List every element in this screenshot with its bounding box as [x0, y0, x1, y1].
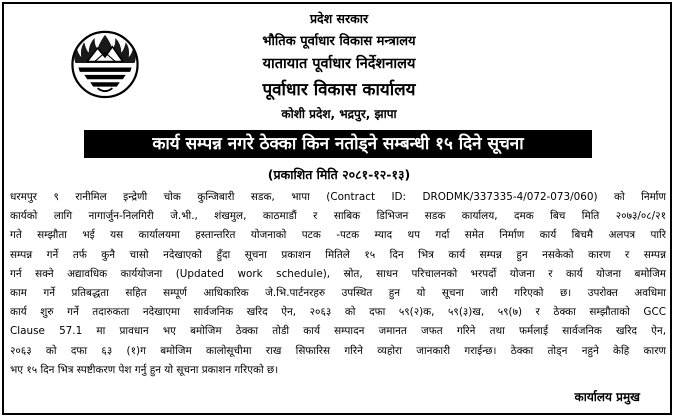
- body-line: कार्यको लागि नागार्जुन-निलगिरी जे.भी., शंखमुल, काठमाडौं र साबिक डिभिजन सडक कार्यालय, दमक बिच मिति २०७३/०८/२१: [10, 210, 666, 223]
- body-line: काम गर्ने प्रतिबद्धता सहित सम्पूर्ण आधिकारिक जे.भि.पार्टनरहरु उपस्थित हुन यो सूचना जारी गरिएको छ। उपरोक्त अवधिमा: [10, 286, 666, 299]
- body-line: २०६३ को दफा ६३ (१)ग बमोजिम कालोसूचीमा राख सिफारिस गरिने व्यहोरा जानकारी गराईन्छ। ठेक्का तोड्न नहुने केहि कारण: [10, 344, 666, 357]
- notice-title: कार्य सम्पन्न नगरे ठेक्का किन नतोड्ने सम्बन्धी १५ दिने सूचना: [84, 130, 592, 158]
- published-date: (प्रकाशित मिति २०८१-१२-१३): [267, 167, 411, 182]
- body-line: गते सम्झौता भई यस कार्यालयमा हस्तान्तरित योजनाको पटक -पटक म्याद थप गर्दा समेत निर्माण कार्य बिचमै अलपत्र पारि: [10, 229, 666, 242]
- header-government: प्रदेश सरकार: [309, 11, 369, 26]
- body-line: धरमपुर ९ रानीमिल इन्द्रेणी चोक कुन्जिबारी सडक, भापा (Contract ID: DRODMK/337335-4/072-073/060) को निर्माण: [10, 191, 666, 203]
- body-line: सम्पन्न गर्ने तर्फ कुनै चासो नदेखाएको हुँदा सूचना प्रकाशन मितिले १५ दिन भित्र कार्य सम्पन्न हुन नसकेको कारण र सम्पन्न: [10, 248, 666, 261]
- notice-body: [10, 188, 666, 380]
- header-ministry: भौतिक पूर्वाधार विकास मन्त्रालय: [262, 34, 416, 49]
- header-directorate: यातायात पूर्वाधार निर्देशनालय: [262, 56, 416, 72]
- body-line: भए १५ दिन भित्र स्पष्टीकरण पेश गर्नु हुन यो सूचना प्रकाशन गरिएको छ।: [10, 363, 279, 376]
- signature-office-chief: कार्यालय प्रमुख: [574, 390, 640, 404]
- body-line: कार्य शुरु गर्ने तदारुकता नदेखाएमा सार्वजनिक खरिद ऐन, २०६३ को दफा ५९(२)क, ५९(३)ख, ५९(७) र ठेक्का सम्झौताको GCC: [10, 306, 666, 319]
- notice-frame: [2, 2, 672, 415]
- body-line: Clause 57.1 मा प्रावधान भए बमोजिम ठेक्का तोडी कार्य सम्पादन जमानत जफत गरिने तथा फर्मलाई सार्वजनिक खरिद ऐन,: [10, 325, 666, 338]
- header-office: पूर्वाधार विकास कार्यालय: [262, 80, 416, 100]
- body-line: गर्न सक्ने अद्यावधिक कार्ययोजना (Updated work schedule), स्रोत, साधन परिचालनको भरपर्दो योजना र कार्य योजना बमोजिम: [10, 267, 666, 280]
- header-address: कोशी प्रदेश, भद्रपुर, झापा: [281, 107, 397, 121]
